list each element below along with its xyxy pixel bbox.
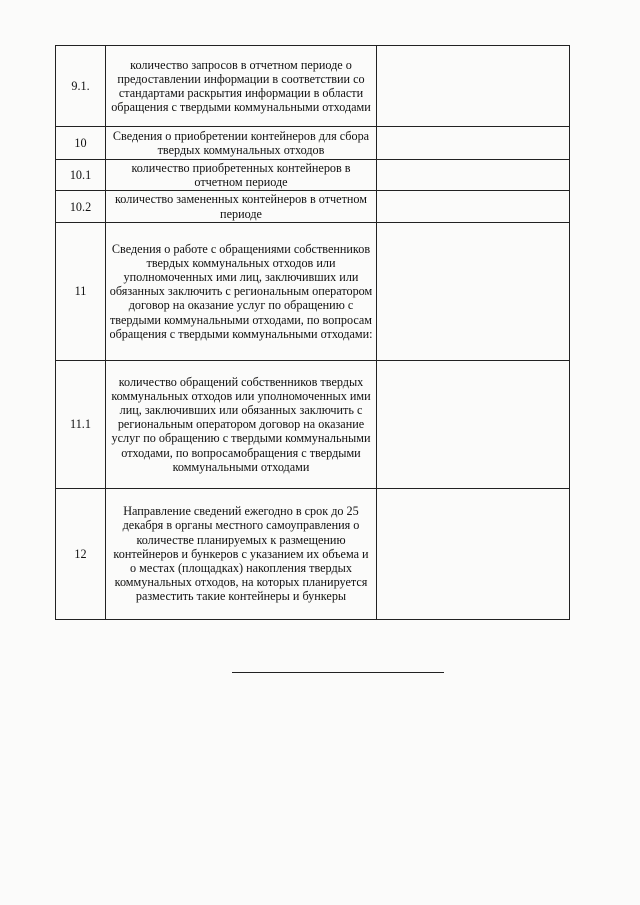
row-value-cell [377, 360, 570, 488]
row-description: количество обращений собственников твердых коммунальных отходов или уполномоченных ими лиц, заключивших или обязанных заключить с региональным оператором договор на оказание услуг по обращению с твердыми коммунальными отходами, по вопросамобращения с твердыми коммунальными отходами [106, 360, 377, 488]
row-description: Сведения о работе с обращениями собственников твердых коммунальных отходов или уполномоченных ими лиц, заключивших или обязанных заключить с региональным оператором договор на оказание услуг по обращению с твердыми коммунальными отходами, по вопросам обращения с твердыми коммунальными отходами: [106, 222, 377, 360]
table-row [56, 46, 570, 127]
row-number: 12 [56, 488, 106, 619]
row-description: количество замененных контейнеров в отчетном периоде [106, 191, 377, 222]
table-row [56, 127, 570, 160]
table-row [56, 160, 570, 191]
table-row [56, 191, 570, 222]
row-value-cell [377, 160, 570, 191]
row-value-cell [377, 488, 570, 619]
row-value-cell [377, 222, 570, 360]
report-table [55, 45, 570, 620]
row-description: количество приобретенных контейнеров в отчетном периоде [106, 160, 377, 191]
row-value-cell [377, 127, 570, 160]
row-number: 11.1 [56, 360, 106, 488]
row-value-cell [377, 46, 570, 127]
row-value-cell [377, 191, 570, 222]
table-row [56, 222, 570, 360]
row-number: 11 [56, 222, 106, 360]
row-description: Направление сведений ежегодно в срок до 25 декабря в органы местного самоуправления о количестве планируемых к размещению контейнеров и бункеров с указанием их объема и о местах (площадках) накопления твердых коммунальных отходов, на которых планируется разместить такие контейнеры и бункеры [106, 488, 377, 619]
row-description: количество запросов в отчетном периоде о предоставлении информации в соответствии со стандартами раскрытия информации в области обращения с твердыми коммунальными отходами [106, 46, 377, 127]
row-description: Сведения о приобретении контейнеров для сбора твердых коммунальных отходов [106, 127, 377, 160]
row-number: 10.2 [56, 191, 106, 222]
row-number: 10.1 [56, 160, 106, 191]
closing-rule-line [232, 672, 444, 673]
row-number: 9.1. [56, 46, 106, 127]
row-number: 10 [56, 127, 106, 160]
table-row [56, 360, 570, 488]
table-row [56, 488, 570, 619]
